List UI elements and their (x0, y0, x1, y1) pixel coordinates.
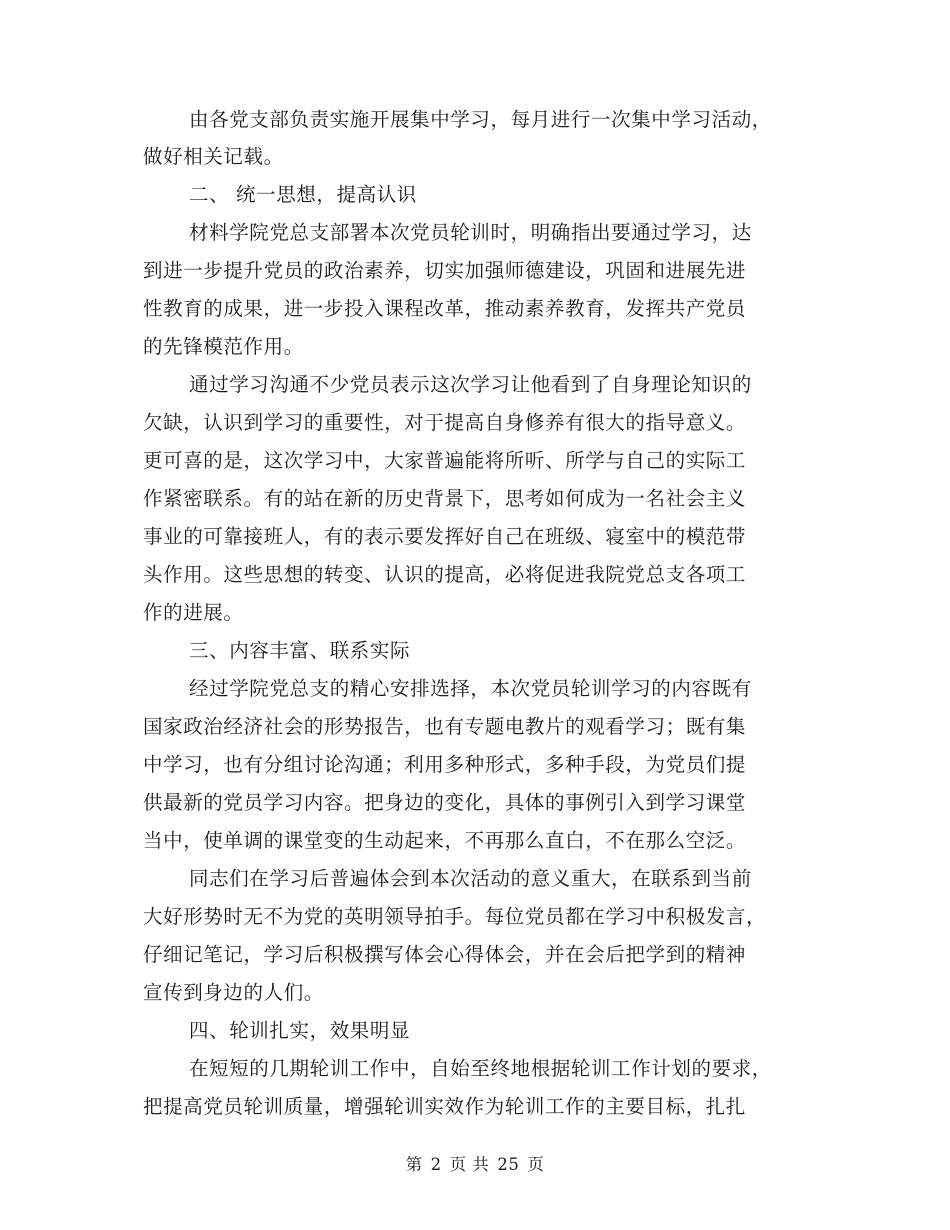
section-heading: 四、轮训扎实，效果明显 (189, 1019, 411, 1042)
body-line: 在短短的几期轮训工作中，自始至终地根据轮训工作计划的要求， (189, 1057, 772, 1080)
page-label-middle: 页 共 (449, 1155, 490, 1174)
body-line: 作的进展。 (143, 601, 244, 624)
body-line: 国家政治经济社会的形势报告，也有专题电教片的观看学习；既有集 (143, 715, 747, 738)
total-pages-number: 25 (497, 1155, 520, 1174)
body-line: 更可喜的是，这次学习中，大家普遍能将所听、所学与自己的实际工 (143, 449, 747, 472)
body-line: 作紧密联系。有的站在新的历史背景下，思考如何成为一名社会主义 (143, 487, 747, 510)
body-line: 欠缺，认识到学习的重要性，对于提高自身修养有很大的指导意义。 (143, 411, 747, 434)
page-label-suffix: 页 (527, 1155, 545, 1174)
body-line: 由各党支部负责实施开展集中学习，每月进行一次集中学习活动， (189, 108, 772, 131)
body-line: 大好形势时无不为党的英明领导拍手。每位党员都在学习中积极发言， (143, 905, 767, 928)
body-line: 供最新的党员学习内容。把身边的变化，具体的事例引入到学习课堂 (143, 791, 747, 814)
body-line: 仔细记笔记，学习后积极撰写体会心得体会，并在会后把学到的精神 (143, 943, 747, 966)
body-line: 经过学院党总支的精心安排选择，本次党员轮训学习的内容既有 (189, 677, 752, 700)
body-line: 性教育的成果，进一步投入课程改革，推动素养教育，发挥共产党员 (143, 297, 747, 320)
page-label-prefix: 第 (405, 1155, 423, 1174)
body-line: 中学习，也有分组讨论沟通；利用多种形式，多种手段，为党员们提 (143, 753, 747, 776)
body-line: 事业的可靠接班人，有的表示要发挥好自己在班级、寝室中的模范带 (143, 525, 747, 548)
current-page-number: 2 (430, 1155, 442, 1174)
section-heading: 二、 统一思想，提高认识 (189, 183, 417, 206)
body-line: 到进一步提升党员的政治素养，切实加强师德建设，巩固和进展先进 (143, 259, 747, 282)
body-line: 的先锋模范作用。 (143, 335, 304, 358)
section-heading: 三、内容丰富、联系实际 (189, 639, 411, 662)
page-footer (0, 1154, 950, 1176)
body-line: 把提高党员轮训质量，增强轮训实效作为轮训工作的主要目标，扎扎 (143, 1095, 747, 1118)
body-line: 做好相关记载。 (143, 145, 284, 168)
body-line: 当中，使单调的课堂变的生动起来，不再那么直白，不在那么空泛。 (143, 829, 747, 852)
body-line: 通过学习沟通不少党员表示这次学习让他看到了自身理论知识的 (189, 373, 752, 396)
body-line: 材料学院党总支部署本次党员轮训时，明确指出要通过学习，达 (189, 221, 752, 244)
body-line: 头作用。这些思想的转变、认识的提高，必将促进我院党总支各项工 (143, 563, 747, 586)
body-line: 宣传到身边的人们。 (143, 981, 324, 1004)
body-line: 同志们在学习后普遍体会到本次活动的意义重大，在联系到当前 (189, 867, 752, 890)
